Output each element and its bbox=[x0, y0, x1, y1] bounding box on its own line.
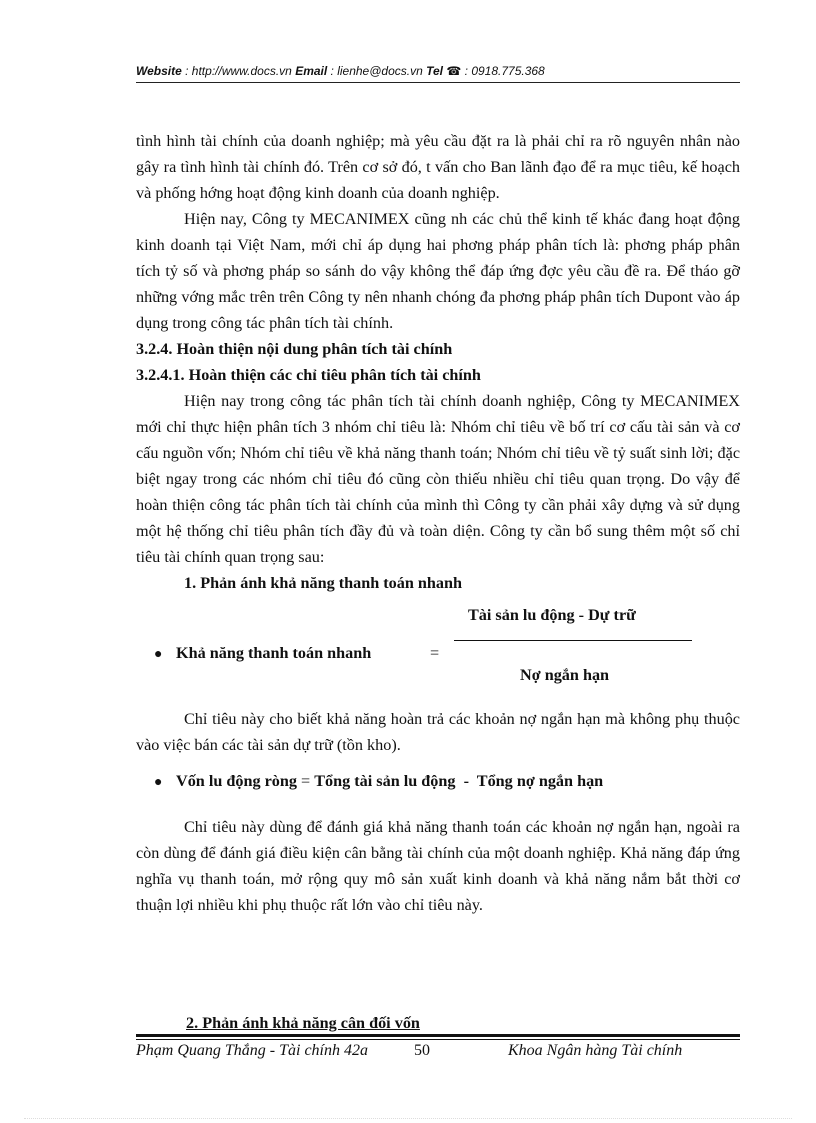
website-value[interactable]: : http://www.docs.vn bbox=[181, 64, 296, 78]
website-label: Website bbox=[136, 64, 182, 78]
paragraph-continuation: tình hình tài chính của doanh nghiệp; mà yêu cầu đặt ra là phải chỉ ra rõ nguyên nhân nào gây ra tình hình tài chính đó. Trên cơ sở đó, t vấn cho Ban lãnh đạo để ra mục tiêu, kế hoạch và phống hớng hoạt động kinh doanh của doanh nghiệp. bbox=[136, 132, 740, 202]
formula-denominator: Nợ ngắn hạn bbox=[520, 666, 610, 684]
header-divider bbox=[136, 82, 740, 83]
footer-author: Phạm Quang Thắng - Tài chính 42a bbox=[136, 1042, 368, 1059]
footer-department: Khoa Ngân hàng Tài chính bbox=[508, 1042, 683, 1059]
equals-sign: = bbox=[430, 644, 440, 662]
list-item-capital-balance: 2. Phản ánh khả năng cân đối vốn bbox=[186, 1014, 420, 1032]
paragraph-indicators: Hiện nay trong công tác phân tích tài chính doanh nghiệp, Công ty MECANIMEX mới chỉ thực hiện phân tích 3 nhóm chỉ tiêu là: Nhóm chỉ tiêu về bố trí cơ cấu tài sản và cơ cấu nguồn vốn; Nhóm chỉ tiêu về khả năng thanh toán; Nhóm chỉ tiêu về tỷ suất sinh lời; đặc biệt ngay trong các nhóm chỉ tiêu đó cũng còn thiếu nhiều chỉ tiêu quan trọng. Do vậy để hoàn thiện công tác phân tích tài chính của mình thì Công ty cần phải xây dựng và sử dụng một hệ thống chỉ tiêu phân tích đầy đủ và toàn diện. Công ty cần bổ sung thêm một số chỉ tiêu tài chính quan trọng sau: bbox=[136, 392, 740, 566]
net-working-capital-formula bbox=[136, 766, 740, 810]
formula-minus: - bbox=[455, 772, 477, 790]
formula-term1: Tổng tài sản lu động bbox=[314, 772, 456, 790]
document-body bbox=[136, 128, 740, 918]
bullet-icon: ● bbox=[154, 647, 163, 662]
page-footer bbox=[136, 1042, 740, 1064]
quick-ratio-formula bbox=[136, 602, 740, 706]
formula-name: Khả năng thanh toán nhanh bbox=[176, 644, 372, 662]
tel-label: Tel bbox=[426, 64, 444, 78]
footer-divider-thin bbox=[136, 1039, 740, 1040]
section-heading: 3.2.4. Hoàn thiện nội dung phân tích tài chính bbox=[136, 340, 453, 358]
list-item-quick-ratio: 1. Phản ánh khả năng thanh toán nhanh bbox=[184, 574, 463, 592]
page-number: 50 bbox=[414, 1042, 430, 1059]
tel-value: : 0918.775.368 bbox=[461, 64, 545, 78]
paragraph-working-capital: Chỉ tiêu này dùng để đánh giá khả năng thanh toán các khoản nợ ngắn hạn, ngoài ra còn dùng để đánh giá điều kiện cân bằng tài chính của một doanh nghiệp. Khả năng đáp ứng nghĩa vụ thanh toán, mở rộng quy mô sản xuất kinh doanh và khả năng nắm bắt thời cơ thuận lợi nhiều khi phụ thuộc rất lớn vào chỉ tiêu này. bbox=[136, 818, 740, 914]
page-edge-divider bbox=[24, 1118, 792, 1119]
formula-lhs: Vốn lu động ròng bbox=[176, 772, 297, 790]
formula-eq: = bbox=[297, 772, 315, 790]
page-header bbox=[136, 64, 740, 78]
formula-expression bbox=[176, 768, 603, 794]
bullet-icon: ● bbox=[154, 775, 163, 790]
email-value[interactable]: : lienhe@docs.vn bbox=[327, 64, 427, 78]
phone-icon: ☎ bbox=[446, 64, 462, 78]
formula-numerator: Tài sản lu động - Dự trữ bbox=[468, 606, 636, 624]
paragraph-quick-ratio: Chỉ tiêu này cho biết khả năng hoàn trả các khoản nợ ngắn hạn mà không phụ thuộc vào việc bán các tài sản dự trữ (tồn kho). bbox=[136, 710, 740, 754]
formula-term2: Tổng nợ ngắn hạn bbox=[476, 772, 604, 790]
subsection-heading: 3.2.4.1. Hoàn thiện các chỉ tiêu phân tích tài chính bbox=[136, 366, 481, 384]
paragraph-methods: Hiện nay, Công ty MECANIMEX cũng nh các chủ thể kinh tế khác đang hoạt động kinh doanh tại Việt Nam, mới chỉ áp dụng hai phơng pháp phân tích là: phơng pháp phân tích tỷ số và phơng pháp so sánh do vậy không thể đáp ứng đợc yêu cầu đề ra. Để tháo gỡ những vớng mắc trên trên Công ty nên nhanh chóng đa phơng pháp phân tích Dupont vào áp dụng trong công tác phân tích tài chính. bbox=[136, 210, 740, 332]
footer-divider-thick bbox=[136, 1034, 740, 1037]
fraction-bar bbox=[454, 640, 692, 641]
email-label: Email bbox=[295, 64, 328, 78]
